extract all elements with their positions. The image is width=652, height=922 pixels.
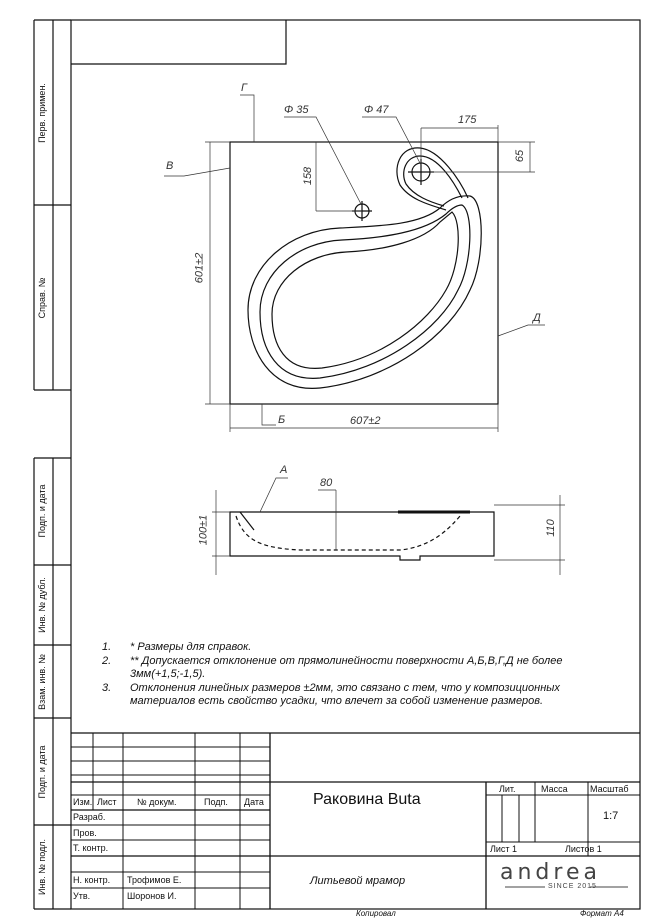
dimension-175: 175	[458, 114, 477, 126]
section-outline	[230, 512, 494, 560]
side-label-podp-data-2: Подп. и дата	[37, 745, 47, 799]
basin-bowl-contour	[272, 212, 458, 368]
dimension-80: 80	[320, 477, 333, 489]
row-prov: Пров.	[73, 828, 97, 838]
leader-label-v: В	[166, 160, 174, 172]
scale-value: 1:7	[603, 810, 619, 822]
leader-label-b: Б	[278, 414, 286, 426]
dimension-607: 607±2	[350, 415, 381, 427]
footer-copied: Копировал	[356, 909, 396, 918]
note-2-text: ** Допускается отклонение от прямолинейности поверхности А,Б,В,Г,Д не более	[130, 655, 563, 667]
frame-border	[71, 20, 640, 909]
note-3-cont: материалов есть свойство усадки, что влечет за собой изменение размеров.	[130, 695, 544, 707]
nkontr-name: Трофимов Е.	[127, 875, 182, 885]
note-1-text: * Размеры для справок.	[130, 641, 252, 653]
footer-format: Формат А4	[580, 909, 624, 918]
dimension-100: 100±1	[197, 514, 210, 546]
basin-inner-contour	[260, 205, 470, 378]
side-label-podp-data-1: Подп. и дата	[37, 484, 47, 538]
section-view	[230, 512, 494, 560]
note-2-num: 2.	[102, 655, 112, 667]
side-label-perv-primen: Перв. примен.	[37, 83, 47, 143]
dimension-110: 110	[544, 519, 557, 537]
col-podp: Подп.	[204, 797, 228, 807]
row-utv: Утв.	[73, 891, 91, 901]
basin-outer-contour	[248, 196, 481, 389]
sink-outline	[230, 142, 498, 404]
note-2-cont: 3мм(+1,5;-1,5).	[130, 668, 206, 680]
side-label-inv-dubl: Инв. № дубл.	[37, 577, 47, 633]
leader-label-d: Д	[533, 312, 541, 324]
masshtab-label: Масштаб	[590, 784, 629, 794]
section-basin	[236, 516, 460, 550]
leader-label-g: Г	[241, 82, 247, 94]
side-label-sprav-no: Справ. №	[37, 277, 47, 319]
sheet-frame	[34, 20, 640, 909]
material: Литьевой мрамор	[310, 875, 406, 887]
leader-label-a: А	[280, 464, 288, 476]
row-razrab: Разраб.	[73, 812, 106, 822]
section-dimensions	[212, 478, 565, 575]
dimension-158: 158	[302, 166, 315, 186]
row-tkontr: Т. контр.	[73, 843, 109, 853]
row-nkontr: Н. контр.	[73, 875, 111, 885]
dimension-65: 65	[514, 149, 527, 163]
sheet-number: Лист 1	[490, 844, 518, 854]
side-label-vzam-inv: Взам. инв. №	[37, 654, 47, 710]
col-list: Лист	[97, 797, 117, 807]
dimension-d35: Φ 35	[284, 104, 309, 116]
logo-text: andrea	[500, 860, 601, 885]
dimension-d47: Φ 47	[364, 104, 389, 116]
massa-label: Масса	[541, 784, 568, 794]
note-3-text: Отклонения линейных размеров ±2мм, это связано с тем, что у композиционных	[130, 682, 560, 694]
col-izm: Изм.	[73, 797, 93, 807]
col-data: Дата	[244, 797, 264, 807]
logo-since: SINCE 2015	[548, 883, 597, 890]
sheets-total: Листов 1	[565, 844, 602, 854]
utv-name: Шоронов И.	[127, 891, 177, 901]
top-view	[230, 142, 498, 404]
note-3-num: 3.	[102, 682, 112, 694]
col-doc: № докум.	[137, 797, 177, 807]
note-1-num: 1.	[102, 641, 112, 653]
lit-label: Лит.	[499, 784, 516, 794]
dimension-601: 601±2	[193, 252, 206, 284]
basin-head-contour	[397, 148, 468, 210]
drawing-title: Раковина Buta	[313, 791, 421, 808]
side-label-inv-podl: Инв. № подл.	[37, 838, 47, 896]
